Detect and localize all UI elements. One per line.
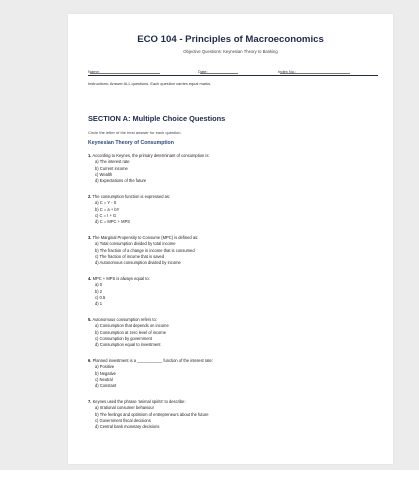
option-c[interactable]: c) The fraction of income that is saved bbox=[95, 253, 165, 259]
option-a[interactable]: a) Positive bbox=[95, 364, 115, 370]
question-number: 1. bbox=[88, 153, 92, 158]
option-d[interactable]: d) Expectations of the future bbox=[95, 178, 147, 183]
option-c[interactable]: c) Wealth bbox=[95, 171, 113, 177]
option-a[interactable]: a) 0 bbox=[95, 282, 103, 288]
question-3 bbox=[88, 235, 378, 266]
option-b[interactable]: b) 2 bbox=[95, 288, 103, 294]
header-rule bbox=[88, 75, 378, 76]
question-text: Planned investment is a ___________ function of the interest rate: bbox=[92, 358, 213, 363]
question-text: According to Keynes, the primary determinant of consumption is: bbox=[92, 153, 210, 158]
option-d[interactable]: d) Consumption equal to investment bbox=[95, 342, 161, 347]
question-4 bbox=[88, 276, 378, 307]
option-b[interactable]: b) Current income bbox=[95, 165, 128, 171]
instructions: Instructions: Answer ALL questions. Each question carries equal marks. bbox=[88, 81, 212, 86]
question-6 bbox=[88, 358, 378, 389]
date-label: Date: bbox=[198, 69, 208, 74]
option-d[interactable]: d) 1 bbox=[95, 301, 103, 306]
document-title: ECO 104 - Principles of Macroeconomics bbox=[137, 34, 324, 45]
date-line bbox=[200, 69, 238, 74]
question-number: 3. bbox=[88, 235, 92, 240]
option-a[interactable]: a) Total consumption divided by total income bbox=[95, 241, 176, 247]
question-1 bbox=[88, 153, 378, 184]
option-a[interactable]: a) Consumption that depends on income bbox=[95, 323, 169, 329]
question-number: 5. bbox=[88, 317, 92, 322]
option-b[interactable]: b) Negative bbox=[95, 370, 116, 376]
option-c[interactable]: c) Neutral bbox=[95, 376, 113, 382]
section-note: Circle the letter of the best answer for each question. bbox=[88, 130, 182, 135]
option-b[interactable]: b) C = a + bY bbox=[95, 206, 120, 212]
question-text: MPC + MPS is always equal to: bbox=[92, 276, 150, 281]
question-text: The Marginal Propensity to Consume (MPC) is defined as: bbox=[92, 235, 199, 240]
question-text: Autonomous consumption refers to: bbox=[92, 317, 157, 322]
option-a[interactable]: a) C = Y - S bbox=[95, 200, 117, 206]
bottom-background bbox=[0, 470, 419, 500]
option-a[interactable]: a) Irrational consumer behaviour bbox=[95, 405, 154, 411]
document-page bbox=[68, 14, 393, 464]
section-title: SECTION A: Multiple Choice Questions bbox=[88, 114, 226, 123]
option-b[interactable]: b) The fraction of a change in income that is consumed bbox=[95, 247, 195, 253]
option-c[interactable]: c) 0.5 bbox=[95, 294, 106, 300]
option-d[interactable]: d) C = MPC + MPS bbox=[95, 219, 131, 224]
option-c[interactable]: c) C = I + G bbox=[95, 212, 117, 218]
question-number: 4. bbox=[88, 276, 92, 281]
option-d[interactable]: d) Constant bbox=[95, 383, 117, 388]
name-line bbox=[90, 69, 160, 74]
option-b[interactable]: b) Consumption at zero level of income bbox=[95, 329, 166, 335]
name-label: Name: bbox=[88, 69, 100, 74]
question-5 bbox=[88, 317, 378, 348]
question-number: 6. bbox=[88, 358, 92, 363]
option-a[interactable]: a) The interest rate bbox=[95, 159, 130, 165]
option-d[interactable]: d) Central bank monetary decisions bbox=[95, 424, 160, 429]
question-7 bbox=[88, 399, 378, 430]
index-label: Index No.: bbox=[278, 69, 297, 74]
option-c[interactable]: c) Consumption by government bbox=[95, 335, 152, 341]
option-c[interactable]: c) Government fiscal decisions bbox=[95, 417, 151, 423]
question-text: The consumption function is expressed as: bbox=[92, 194, 171, 199]
question-number: 2. bbox=[88, 194, 92, 199]
question-text: Keynes used the phrase 'animal spirits' to describe: bbox=[92, 399, 186, 404]
option-b[interactable]: b) The feelings and optimism of entrepreneurs about the future bbox=[95, 411, 209, 417]
subsection-title: Keynesian Theory of Consumption bbox=[88, 140, 174, 146]
document-subtitle: Objective Questions: Keynesian Theory to Banking bbox=[183, 49, 278, 54]
question-number: 7. bbox=[88, 399, 92, 404]
option-d[interactable]: d) Autonomous consumption divided by income bbox=[95, 260, 181, 265]
question-2 bbox=[88, 194, 378, 225]
index-line bbox=[280, 69, 350, 74]
